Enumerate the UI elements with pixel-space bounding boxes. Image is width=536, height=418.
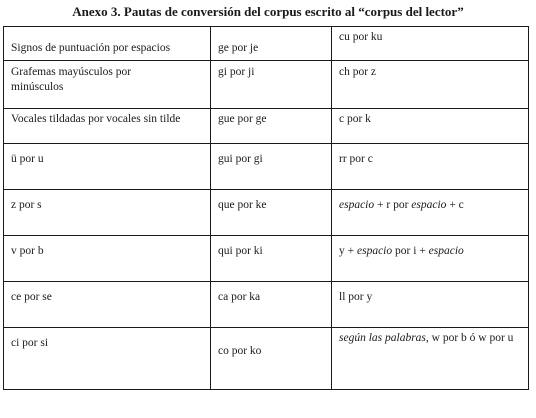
table-cell: v por b xyxy=(4,236,211,282)
italic-text-run: espacio xyxy=(428,245,464,257)
table-cell: que por ke xyxy=(211,190,332,236)
table-cell: qui por ki xyxy=(211,236,332,282)
italic-text-run: espacio xyxy=(411,199,447,211)
text-run: + r por xyxy=(374,199,412,211)
table-cell: ce por se xyxy=(4,282,211,328)
table-cell xyxy=(332,236,529,282)
text-run: + c xyxy=(446,199,464,211)
conversion-table xyxy=(3,26,529,390)
table-cell: z por s xyxy=(4,190,211,236)
table-cell: co por ko xyxy=(211,328,332,390)
text-run: por i + xyxy=(392,245,429,257)
table-row xyxy=(4,282,529,328)
table-cell: gue por ge xyxy=(211,109,332,144)
table-cell: Grafemas mayúsculos por minúsculos xyxy=(4,61,211,109)
table-cell: Vocales tildadas por vocales sin tilde xyxy=(4,109,211,144)
text-run: y + xyxy=(339,245,357,257)
text-run: , w por b ó w por u xyxy=(425,332,514,344)
table-row xyxy=(4,144,529,190)
table-cell: ca por ka xyxy=(211,282,332,328)
table-cell: ll por y xyxy=(332,282,529,328)
table-row xyxy=(4,27,529,61)
table-row xyxy=(4,109,529,144)
table-row xyxy=(4,61,529,109)
table-cell xyxy=(332,328,529,390)
italic-text-run: espacio xyxy=(357,245,393,257)
table-row xyxy=(4,328,529,390)
table-cell: Signos de puntuación por espacios xyxy=(4,27,211,61)
italic-text-run: espacio xyxy=(339,199,375,211)
table-cell xyxy=(332,190,529,236)
table-cell: ü por u xyxy=(4,144,211,190)
table-cell: gui por gi xyxy=(211,144,332,190)
table-cell: ci por si xyxy=(4,328,211,390)
table-cell: ch por z xyxy=(332,61,529,109)
table-cell: c por k xyxy=(332,109,529,144)
table-cell: gi por ji xyxy=(211,61,332,109)
table-cell: cu por ku xyxy=(332,27,529,61)
table-row xyxy=(4,236,529,282)
annex-title: Anexo 3. Pautas de conversión del corpus escrito al “corpus del lector” xyxy=(72,4,464,19)
table-row xyxy=(4,190,529,236)
italic-text-run: según las palabras xyxy=(339,332,426,344)
table-cell: ge por je xyxy=(211,27,332,61)
table-cell: rr por c xyxy=(332,144,529,190)
